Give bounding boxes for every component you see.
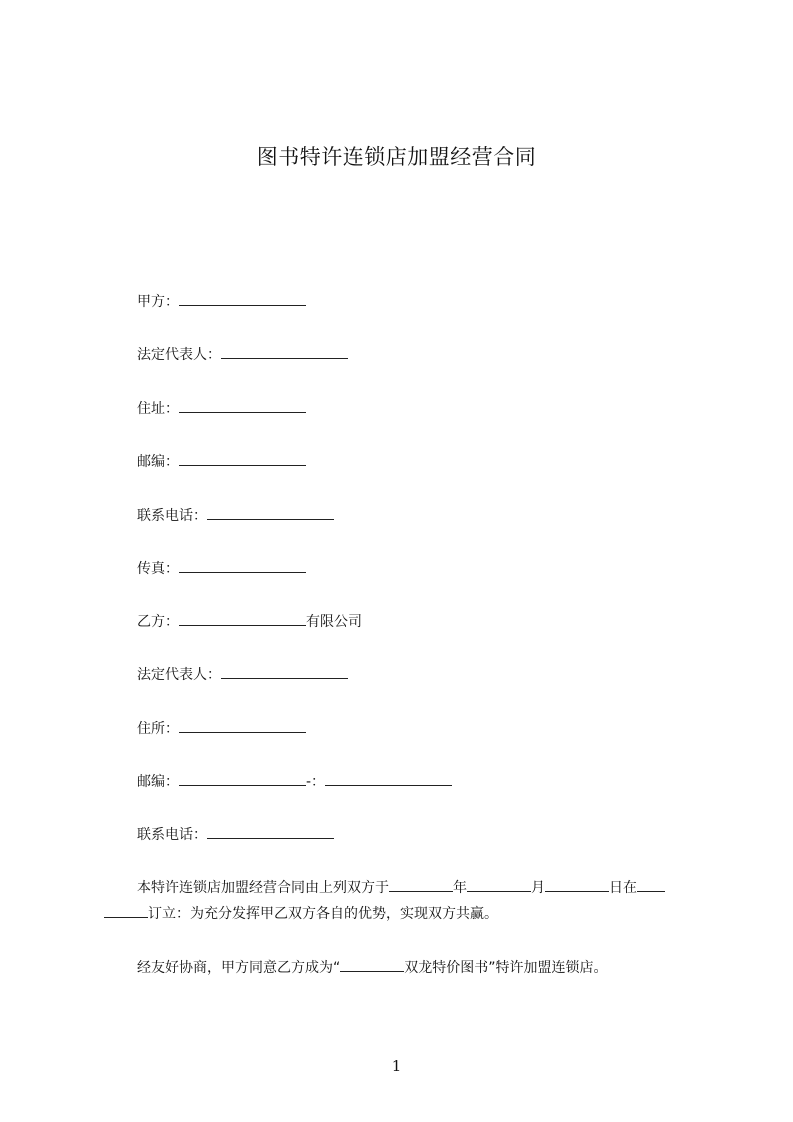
party-a-address-blank xyxy=(179,398,306,413)
date-year-blank xyxy=(389,877,453,892)
party-a-fax-label: 传真： xyxy=(137,561,179,577)
party-b-name-suffix: 有限公司 xyxy=(306,614,362,630)
date-month-blank xyxy=(467,877,531,892)
agreement-text-1: 经友好协商，甲方同意乙方成为“ xyxy=(137,960,341,976)
preamble-line-1 xyxy=(137,877,665,898)
party-a-postcode-field xyxy=(137,451,306,472)
party-b-name-field xyxy=(137,611,362,632)
preamble-text-1: 本特许连锁店加盟经营合同由上列双方于 xyxy=(137,880,389,896)
preamble-text-2: 订立：为充分发挥甲乙双方各自的优势，实现双方共赢。 xyxy=(148,906,498,922)
party-b-address-blank xyxy=(179,718,306,733)
party-b-postcode-separator: -： xyxy=(306,774,326,790)
party-b-phone-blank xyxy=(207,824,334,839)
party-a-postcode-blank xyxy=(179,451,306,466)
party-a-name-field xyxy=(137,291,306,312)
preamble-month-label: 月 xyxy=(531,880,545,896)
page-number: 1 xyxy=(391,1057,402,1075)
party-a-representative-label: 法定代表人： xyxy=(137,347,221,363)
agreement-text-2: 双龙特价图书”特许加盟连锁店。 xyxy=(404,960,608,976)
brand-prefix-blank xyxy=(340,957,404,972)
party-a-fax-field xyxy=(137,558,306,579)
party-b-representative-label: 法定代表人： xyxy=(137,667,221,683)
place-blank-start xyxy=(637,877,665,892)
party-a-name-blank xyxy=(179,291,306,306)
party-a-address-label: 住址： xyxy=(137,401,179,417)
party-b-address-field xyxy=(137,718,306,739)
place-blank-end xyxy=(104,903,148,918)
party-a-representative-blank xyxy=(221,344,348,359)
party-a-address-field xyxy=(137,398,306,419)
party-b-postcode-extra-blank xyxy=(325,771,452,786)
party-b-phone-label: 联系电话： xyxy=(137,827,207,843)
agreement-line xyxy=(137,957,608,978)
party-a-phone-label: 联系电话： xyxy=(137,508,207,524)
party-b-phone-field xyxy=(137,824,334,845)
party-b-postcode-field xyxy=(137,771,452,792)
party-b-name-blank xyxy=(179,611,306,626)
party-b-postcode-label: 邮编： xyxy=(137,774,179,790)
preamble-year-label: 年 xyxy=(453,880,467,896)
party-b-address-label: 住所： xyxy=(137,721,179,737)
date-day-blank xyxy=(545,877,609,892)
party-b-representative-field xyxy=(137,664,348,685)
party-a-name-label: 甲方： xyxy=(137,294,179,310)
preamble-line-2 xyxy=(104,903,498,924)
preamble-day-label: 日在 xyxy=(609,880,637,896)
party-a-phone-blank xyxy=(207,505,334,520)
party-a-postcode-label: 邮编： xyxy=(137,454,179,470)
party-a-representative-field xyxy=(137,344,348,365)
party-b-representative-blank xyxy=(221,664,348,679)
party-b-name-label: 乙方： xyxy=(137,614,179,630)
party-a-fax-blank xyxy=(179,558,306,573)
party-a-phone-field xyxy=(137,505,334,526)
document-title: 图书特许连锁店加盟经营合同 xyxy=(256,145,537,169)
party-b-postcode-blank xyxy=(179,771,306,786)
